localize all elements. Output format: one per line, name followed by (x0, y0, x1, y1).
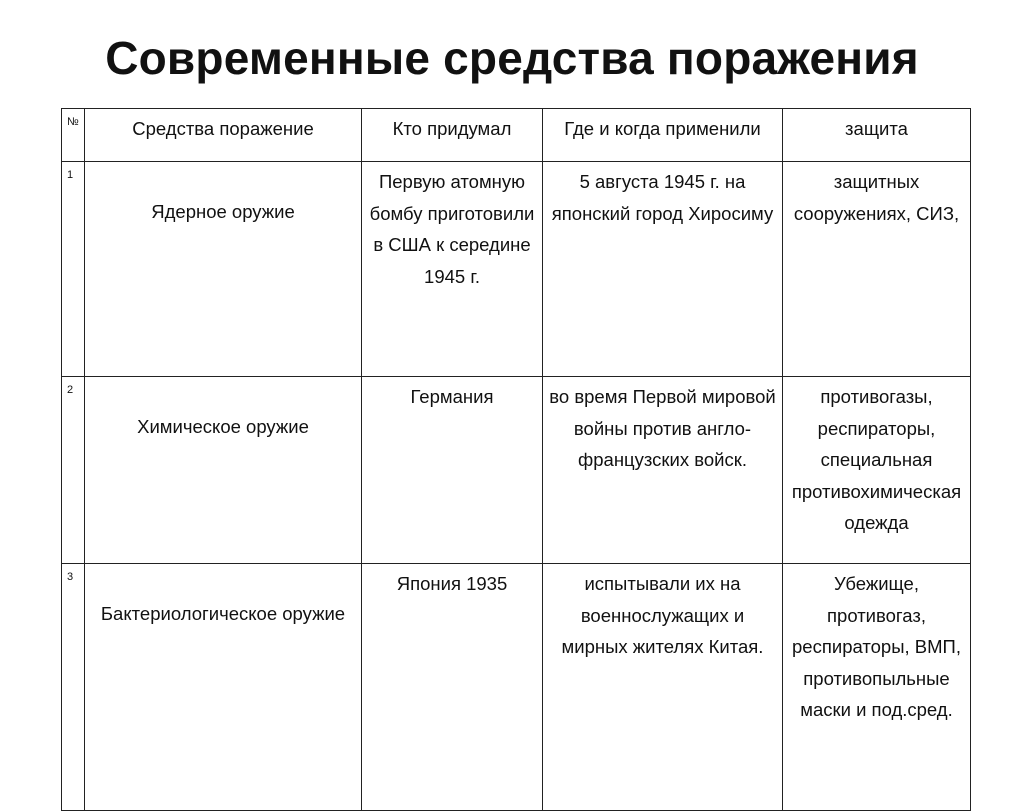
header-weapon: Средства поражение (85, 109, 362, 162)
row-num: 2 (62, 377, 85, 564)
row-weapon: Химическое оружие (85, 377, 362, 564)
row-inventor: Первую атомную бомбу приготовили в США к середине 1945 г. (362, 162, 543, 377)
row-where-when: испытывали их на военнослужащих и мирных жителях Китая. (543, 564, 783, 811)
weapons-table (61, 108, 971, 811)
header-inventor: Кто придумал (362, 109, 543, 162)
row-protection: противогазы, респираторы, специальная противохимическая одежда (783, 377, 971, 564)
table-row (62, 377, 971, 564)
row-protection: Убежище, противогаз, респираторы, ВМП, противопыльные маски и под.сред. (783, 564, 971, 811)
row-num: 1 (62, 162, 85, 377)
slide-title: Современные средства поражения (105, 32, 919, 84)
header-num: № (62, 109, 85, 162)
header-where-when: Где и когда применили (543, 109, 783, 162)
table-header-row (62, 109, 971, 162)
row-where-when: 5 августа 1945 г. на японский город Хиросиму (543, 162, 783, 377)
row-num: 3 (62, 564, 85, 811)
row-inventor: Япония 1935 (362, 564, 543, 811)
table-row (62, 162, 971, 377)
row-protection: защитных сооружениях, СИЗ, (783, 162, 971, 377)
row-inventor: Германия (362, 377, 543, 564)
row-weapon: Бактериологическое оружие (85, 564, 362, 811)
row-where-when: во время Первой мировой войны против англо-французских войск. (543, 377, 783, 564)
row-weapon: Ядерное оружие (85, 162, 362, 377)
header-protection: защита (783, 109, 971, 162)
table-row (62, 564, 971, 811)
